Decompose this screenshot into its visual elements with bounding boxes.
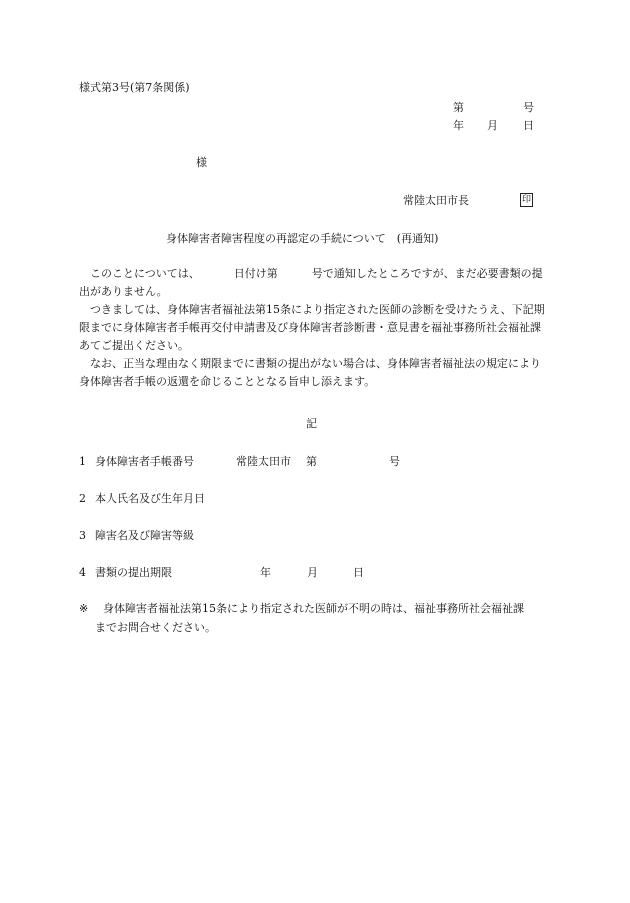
p1-date: 日付け第 xyxy=(233,267,278,280)
seal-mark: 印 xyxy=(521,195,531,205)
doc-date-year: 年 xyxy=(453,119,464,132)
p1-part1: このことについては、 xyxy=(90,267,200,280)
item-1-label: 身体障害者手帳番号 xyxy=(95,455,194,468)
sender-seal xyxy=(520,193,533,207)
note-mark: ※ xyxy=(79,602,89,615)
doc-number-prefix: 第 xyxy=(453,101,464,114)
doc-number-suffix: 号 xyxy=(523,101,534,114)
item-1-city: 常陸太田市 xyxy=(236,455,291,468)
item-3-label: 障害名及び障害等級 xyxy=(95,529,194,542)
form-label: 様式第3号(第7条関係) xyxy=(79,81,190,94)
note-line-2: までお問合せください。 xyxy=(95,621,216,634)
item-1-prefix: 第 xyxy=(306,455,317,468)
item-4-year: 年 xyxy=(260,566,271,579)
doc-date-month: 月 xyxy=(487,119,498,132)
item-4-month: 月 xyxy=(307,566,318,579)
item-4-label: 書類の提出期限 xyxy=(95,566,172,579)
item-4-num: 4 xyxy=(79,566,86,579)
body-paragraph-3: なお、正当な理由なく期限までに書類の提出がない場合は、身体障害者福祉法の規定により身体障害者手帳の返還を命じることとなる旨申し添えます。 xyxy=(79,357,541,388)
item-1-num: 1 xyxy=(79,455,86,468)
p1-num: 号で通知したところですが、まだ必要書類の提出がありません。 xyxy=(79,267,543,298)
sender-name: 常陸太田市長 xyxy=(403,194,469,207)
doc-date-day: 日 xyxy=(523,119,534,132)
body-paragraph-2: つきましては、身体障害者福祉法第15条により指定された医師の診断を受けたうえ、下記期限までに身体障害者手帳再交付申請書及び身体障害者診断書・意見書を福祉事務所社会福祉課あてご提出ください。 xyxy=(79,303,545,352)
note-line-1: 身体障害者福祉法第15条により指定された医師が不明の時は、福祉事務所社会福祉課 xyxy=(103,602,524,615)
item-1-suffix: 号 xyxy=(389,455,400,468)
item-2-label: 本人氏名及び生年月日 xyxy=(95,492,205,505)
item-4-day: 日 xyxy=(353,566,364,579)
addressee-suffix: 様 xyxy=(196,156,207,169)
body-paragraph-1 xyxy=(79,265,549,301)
item-2-num: 2 xyxy=(79,492,86,505)
item-3-num: 3 xyxy=(79,529,86,542)
document-title: 身体障害者障害程度の再認定の手続について (再通知) xyxy=(166,232,439,245)
ki-marker: 記 xyxy=(306,417,317,430)
